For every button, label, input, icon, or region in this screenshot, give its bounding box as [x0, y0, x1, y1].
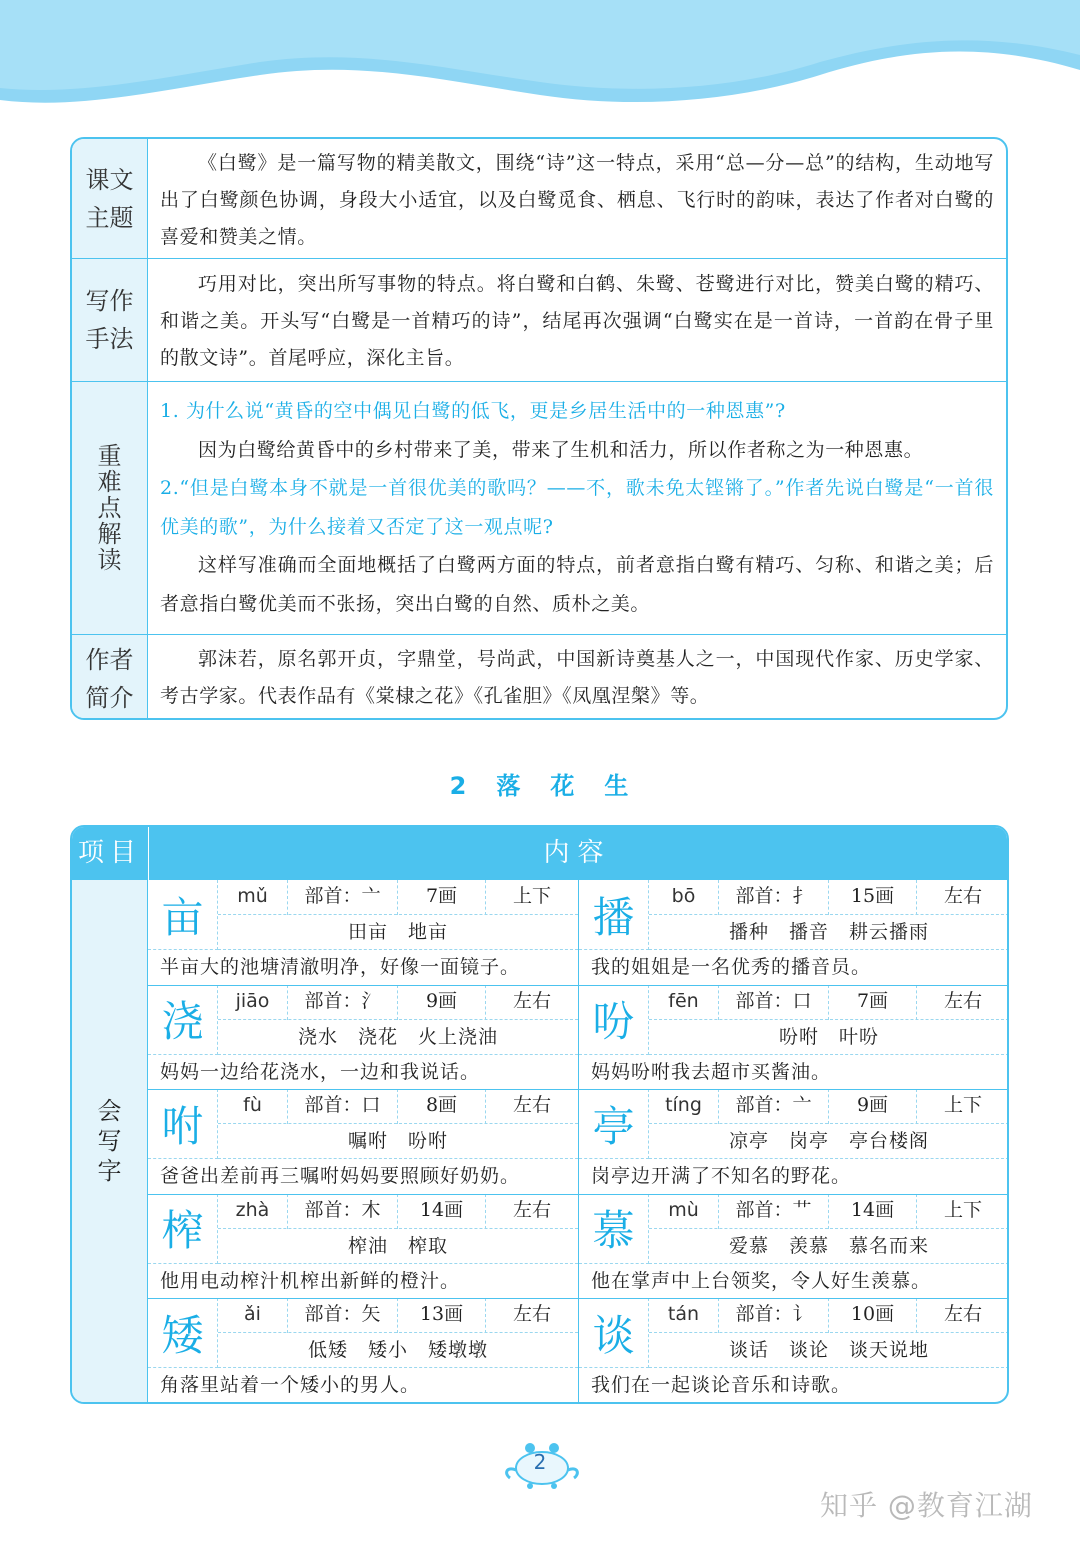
char-info: [218, 1089, 578, 1124]
char-glyph: 吩: [579, 985, 649, 1055]
stroke-count: 9画: [398, 985, 486, 1020]
char-info: [649, 880, 1009, 915]
char-glyph: 谈: [579, 1298, 649, 1368]
word-list: 播种 播音 耕云播雨: [649, 915, 1009, 950]
char-glyph: 亭: [579, 1089, 649, 1159]
char-card: [579, 985, 1009, 1090]
char-info: [218, 1298, 578, 1333]
word-list: 榨油 榨取: [218, 1229, 578, 1264]
char-info: [218, 880, 578, 915]
pinyin: ǎi: [218, 1298, 288, 1333]
pinyin: mù: [649, 1194, 719, 1229]
word-list: 凉亭 岗亭 亭台楼阁: [649, 1124, 1009, 1159]
radical: 部首：讠: [719, 1298, 829, 1333]
radical: 部首：亠: [719, 1089, 829, 1124]
char-glyph: 浇: [148, 985, 218, 1055]
example-sentence: 爸爸出差前再三嘱咐妈妈要照顾好奶奶。: [160, 1165, 521, 1187]
header-content: 内容: [543, 838, 612, 868]
word-list: 谈话 谈论 谈天说地: [649, 1333, 1009, 1368]
radical: 部首：口: [288, 1089, 398, 1124]
radical: 部首：木: [288, 1194, 398, 1229]
char-card: [148, 985, 578, 1090]
radical: 部首：艹: [719, 1194, 829, 1229]
writing-method-text: 巧用对比，突出所写事物的特点。将白鹭和白鹤、朱鹭、苍鹭进行对比，赞美白鹭的精巧、和谐之美。开头写“白鹭是一首精巧的诗”，结尾再次强调“白鹭实在是一首诗，一首韵在骨子里的散文诗”。首尾呼应，深化主旨。: [160, 273, 994, 369]
pinyin: bō: [649, 880, 719, 915]
example-sentence: 他在掌声中上台领奖，令人好生羡慕。: [591, 1269, 932, 1292]
char-card: [148, 880, 578, 985]
pinyin: fù: [218, 1089, 288, 1124]
char-card: [148, 1298, 578, 1403]
row-author: [72, 635, 1006, 720]
lesson-number: 2: [449, 772, 469, 800]
example-sentence: 角落里站着一个矮小的男人。: [160, 1374, 421, 1396]
side-label-write: 会写字: [72, 880, 148, 1402]
char-card: [148, 1089, 578, 1194]
pinyin: tíng: [649, 1089, 719, 1124]
char-info: [649, 1089, 1009, 1124]
radical: 部首：氵: [288, 985, 398, 1020]
question-2: 2.“但是白鹭本身不就是一首很优美的歌吗？——不，歌未免太铿锵了。”作者先说白鹭是“一首很优美的歌”，为什么接着又否定了这一观点呢?: [160, 477, 994, 538]
char-glyph: 矮: [148, 1298, 218, 1368]
example-sentence: 妈妈一边给花浇水，一边和我说话。: [160, 1060, 481, 1083]
radical: 部首：扌: [719, 880, 829, 915]
key-points-text: [160, 392, 994, 623]
word-list: 爱慕 羡慕 慕名而来: [649, 1229, 1009, 1264]
structure: 上下: [512, 885, 551, 907]
radical: 部首：口: [719, 985, 829, 1020]
stroke-count: 8画: [398, 1089, 486, 1124]
table-header: [72, 827, 1007, 880]
structure: 左右: [943, 1303, 982, 1325]
char-info: [649, 1194, 1009, 1229]
row-divider: [148, 1089, 1007, 1090]
structure: 左右: [512, 1094, 551, 1116]
example-sentence: 他用电动榨汁机榨出新鲜的橙汁。: [160, 1269, 461, 1292]
structure: 左右: [943, 885, 982, 907]
char-glyph: 亩: [148, 880, 218, 950]
header-item: 项目: [72, 827, 149, 880]
example-sentence: 岗亭边开满了不知名的野花。: [591, 1165, 852, 1187]
pinyin: zhà: [218, 1194, 288, 1229]
page-number: 2: [533, 1450, 547, 1474]
lesson1-summary-table: [70, 137, 1008, 720]
structure: 上下: [943, 1198, 982, 1221]
stroke-count: 13画: [398, 1298, 486, 1333]
char-info: [218, 1194, 578, 1229]
word-list: 田亩 地亩: [218, 915, 578, 950]
radical: 部首：矢: [288, 1298, 398, 1333]
row-divider: [148, 985, 1007, 986]
char-glyph: 咐: [148, 1089, 218, 1159]
theme-text: 《白鹭》是一篇写物的精美散文，围绕“诗”这一特点，采用“总—分—总”的结构，生动地写出了白鹭颜色协调，身段大小适宜，以及白鹭觅食、栖息、飞行时的韵味，表达了作者对白鹭的喜爱和赞美之情。: [160, 152, 994, 248]
question-1: 1. 为什么说“黄昏的空中偶见白鹭的低飞，更是乡居生活中的一种恩惠”?: [160, 400, 786, 422]
stroke-count: 7画: [829, 985, 917, 1020]
row-label-theme: 课文主题: [72, 139, 148, 258]
watermark: 知乎 @教育江湖: [820, 1489, 1033, 1522]
char-glyph: 播: [579, 880, 649, 950]
char-card: [579, 1194, 1009, 1299]
stroke-count: 14画: [398, 1194, 486, 1229]
row-theme: [72, 139, 1006, 259]
char-info: [649, 1298, 1009, 1333]
char-card: [579, 880, 1009, 985]
structure: 上下: [943, 1094, 982, 1116]
word-list: 低矮 矮小 矮墩墩: [218, 1333, 578, 1368]
row-writing-method: [72, 259, 1006, 382]
row-label-writing-method: 写作手法: [72, 259, 148, 381]
example-sentence: 妈妈吩咐我去超市买酱油。: [591, 1060, 832, 1083]
character-grid: [148, 880, 1007, 1402]
characters-table: [70, 825, 1009, 1404]
char-card: [148, 1194, 578, 1299]
word-list: 浇水 浇花 火上浇油: [218, 1020, 578, 1055]
char-info: [649, 985, 1009, 1020]
pinyin: mǔ: [218, 880, 288, 915]
char-card: [579, 1298, 1009, 1403]
row-divider: [148, 1298, 1007, 1299]
structure: 左右: [512, 1198, 551, 1221]
answer-2: 这样写准确而全面地概括了白鹭两方面的特点，前者意指白鹭有精巧、匀称、和谐之美；后者意指白鹭优美而不张扬，突出白鹭的自然、质朴之美。: [160, 554, 994, 615]
stroke-count: 9画: [829, 1089, 917, 1124]
structure: 左右: [943, 989, 982, 1012]
structure: 左右: [512, 1303, 551, 1325]
radical: 部首：亠: [288, 880, 398, 915]
stroke-count: 15画: [829, 880, 917, 915]
author-text: 郭沫若，原名郭开贞，字鼎堂，号尚武，中国新诗奠基人之一，中国现代作家、历史学家、考古学家。代表作品有《棠棣之花》《孔雀胆》《凤凰涅槃》等。: [160, 648, 994, 707]
row-label-author: 作者简介: [72, 635, 148, 720]
lesson2-title: 2 落 花 生: [449, 772, 631, 800]
example-sentence: 半亩大的池塘清澈明净，好像一面镜子。: [160, 956, 521, 978]
stroke-count: 7画: [398, 880, 486, 915]
word-list: 嘱咐 吩咐: [218, 1124, 578, 1159]
char-card: [579, 1089, 1009, 1194]
word-list: 吩咐 叶吩: [649, 1020, 1009, 1055]
pinyin: fēn: [649, 985, 719, 1020]
column-divider: [578, 880, 579, 1402]
example-sentence: 我的姐姐是一名优秀的播音员。: [591, 956, 872, 978]
answer-1: 因为白鹭给黄昏中的乡村带来了美，带来了生机和活力，所以作者称之为一种恩惠。: [198, 438, 924, 461]
example-sentence: 我们在一起谈论音乐和诗歌。: [591, 1374, 852, 1396]
row-divider: [148, 1194, 1007, 1195]
char-glyph: 榨: [148, 1194, 218, 1264]
row-label-key-points: 重难点解读: [72, 382, 148, 634]
stroke-count: 14画: [829, 1194, 917, 1229]
row-key-points: [72, 382, 1006, 635]
pinyin: jiāo: [218, 985, 288, 1020]
header-wave-banner: [0, 0, 1080, 140]
structure: 左右: [512, 989, 551, 1012]
char-glyph: 慕: [579, 1194, 649, 1264]
char-info: [218, 985, 578, 1020]
pinyin: tán: [649, 1298, 719, 1333]
stroke-count: 10画: [829, 1298, 917, 1333]
